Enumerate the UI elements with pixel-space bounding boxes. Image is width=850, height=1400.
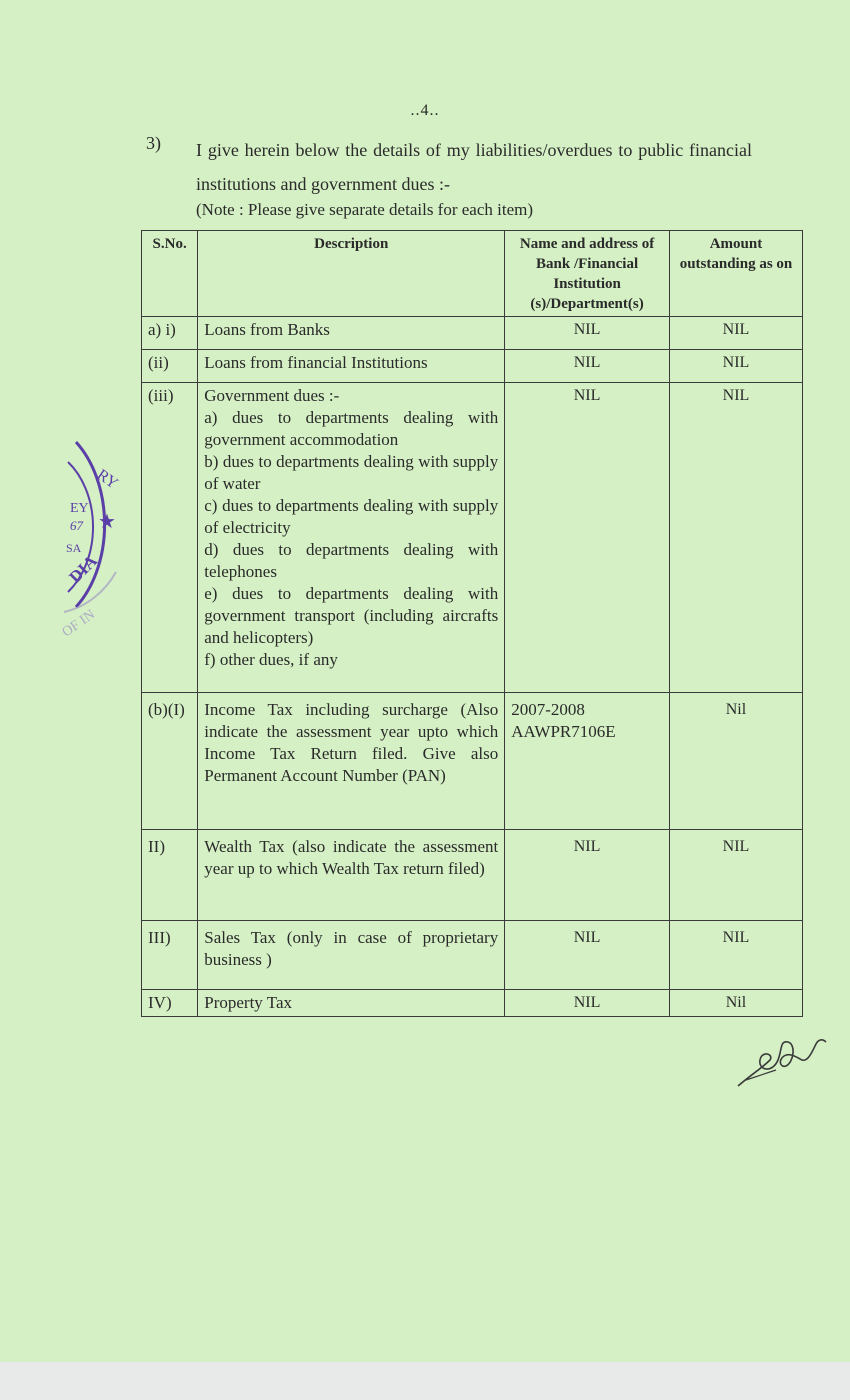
official-seal: [56, 432, 166, 662]
header-amount: Amount outstanding as on: [669, 231, 802, 317]
svg-text:OF IN: OF IN: [59, 607, 98, 641]
row-sno: II): [142, 830, 198, 921]
svg-text:★: ★: [98, 509, 116, 533]
desc-line: f) other dues, if any: [204, 650, 338, 669]
row-amount: NIL: [669, 921, 802, 990]
note-text: (Note : Please give separate details for each item): [196, 200, 534, 219]
row-sno: a) i): [142, 317, 198, 350]
desc-line: e) dues to departments dealing with government transport (including aircrafts and helicopters): [204, 584, 499, 647]
table-header-row: [142, 231, 803, 317]
page-number: ..4..: [410, 102, 440, 119]
table-row: [142, 830, 803, 921]
header-bank: Name and address of Bank /Financial Institution (s)/Department(s): [505, 231, 670, 317]
desc-line: c) dues to departments dealing with supply of electricity: [204, 496, 499, 537]
row-bank: NIL: [505, 383, 670, 693]
row-sno: (b)(I): [142, 693, 198, 830]
desc-line: d) dues to departments dealing with telephones: [204, 540, 499, 581]
row-bank: NIL: [505, 990, 670, 1017]
header-description: Description: [198, 231, 505, 317]
row-amount: NIL: [669, 830, 802, 921]
row-description: Property Tax: [198, 990, 505, 1017]
row-description: Loans from financial Institutions: [198, 350, 505, 383]
paragraph-number: 3): [146, 133, 161, 153]
liabilities-table: [141, 230, 803, 1017]
table-row: [142, 990, 803, 1017]
header-sno: S.No.: [142, 231, 198, 317]
row-bank: NIL: [505, 350, 670, 383]
table-row: [142, 317, 803, 350]
row-bank: NIL: [505, 317, 670, 350]
svg-text:RY: RY: [93, 466, 121, 493]
row-amount: NIL: [669, 317, 802, 350]
paragraph-text: I give herein below the details of my liabilities/overdues to public financial institutions and government dues :-: [196, 140, 752, 194]
table-row: [142, 921, 803, 990]
row-amount: Nil: [669, 693, 802, 830]
row-sno: (iii): [142, 383, 198, 693]
row-description: Wealth Tax (also indicate the assessment year up to which Wealth Tax return filed): [198, 830, 505, 921]
row-sno: (ii): [142, 350, 198, 383]
row-amount: NIL: [669, 383, 802, 693]
row-description: Sales Tax (only in case of proprietary business ): [198, 921, 505, 990]
table-row: [142, 383, 803, 693]
row-sno: IV): [142, 990, 198, 1017]
table-row: [142, 350, 803, 383]
row-bank: NIL: [505, 830, 670, 921]
svg-text:67: 67: [70, 518, 83, 533]
desc-line: b) dues to departments dealing with supply of water: [204, 452, 499, 493]
svg-text:SA: SA: [66, 541, 82, 555]
desc-line: a) dues to departments dealing with government accommodation: [204, 408, 499, 449]
row-amount: NIL: [669, 350, 802, 383]
row-description: Loans from Banks: [198, 317, 505, 350]
assessment-year: 2007-2008: [511, 700, 585, 719]
svg-text:DIA: DIA: [65, 551, 101, 587]
row-bank: [505, 693, 670, 830]
signature: [732, 1030, 832, 1092]
pan-number: AAWPR7106E: [511, 722, 616, 741]
row-amount: Nil: [669, 990, 802, 1017]
desc-line: Government dues :-: [204, 386, 340, 405]
page-bottom-edge: [0, 1362, 850, 1400]
svg-text:EY: EY: [70, 501, 89, 516]
row-bank: NIL: [505, 921, 670, 990]
row-description: Income Tax including surcharge (Also indicate the assessment year upto which Income Tax Return filed. Give also Permanent Account Number (PAN): [198, 693, 505, 830]
row-sno: III): [142, 921, 198, 990]
table-row: [142, 693, 803, 830]
row-description: [198, 383, 505, 693]
